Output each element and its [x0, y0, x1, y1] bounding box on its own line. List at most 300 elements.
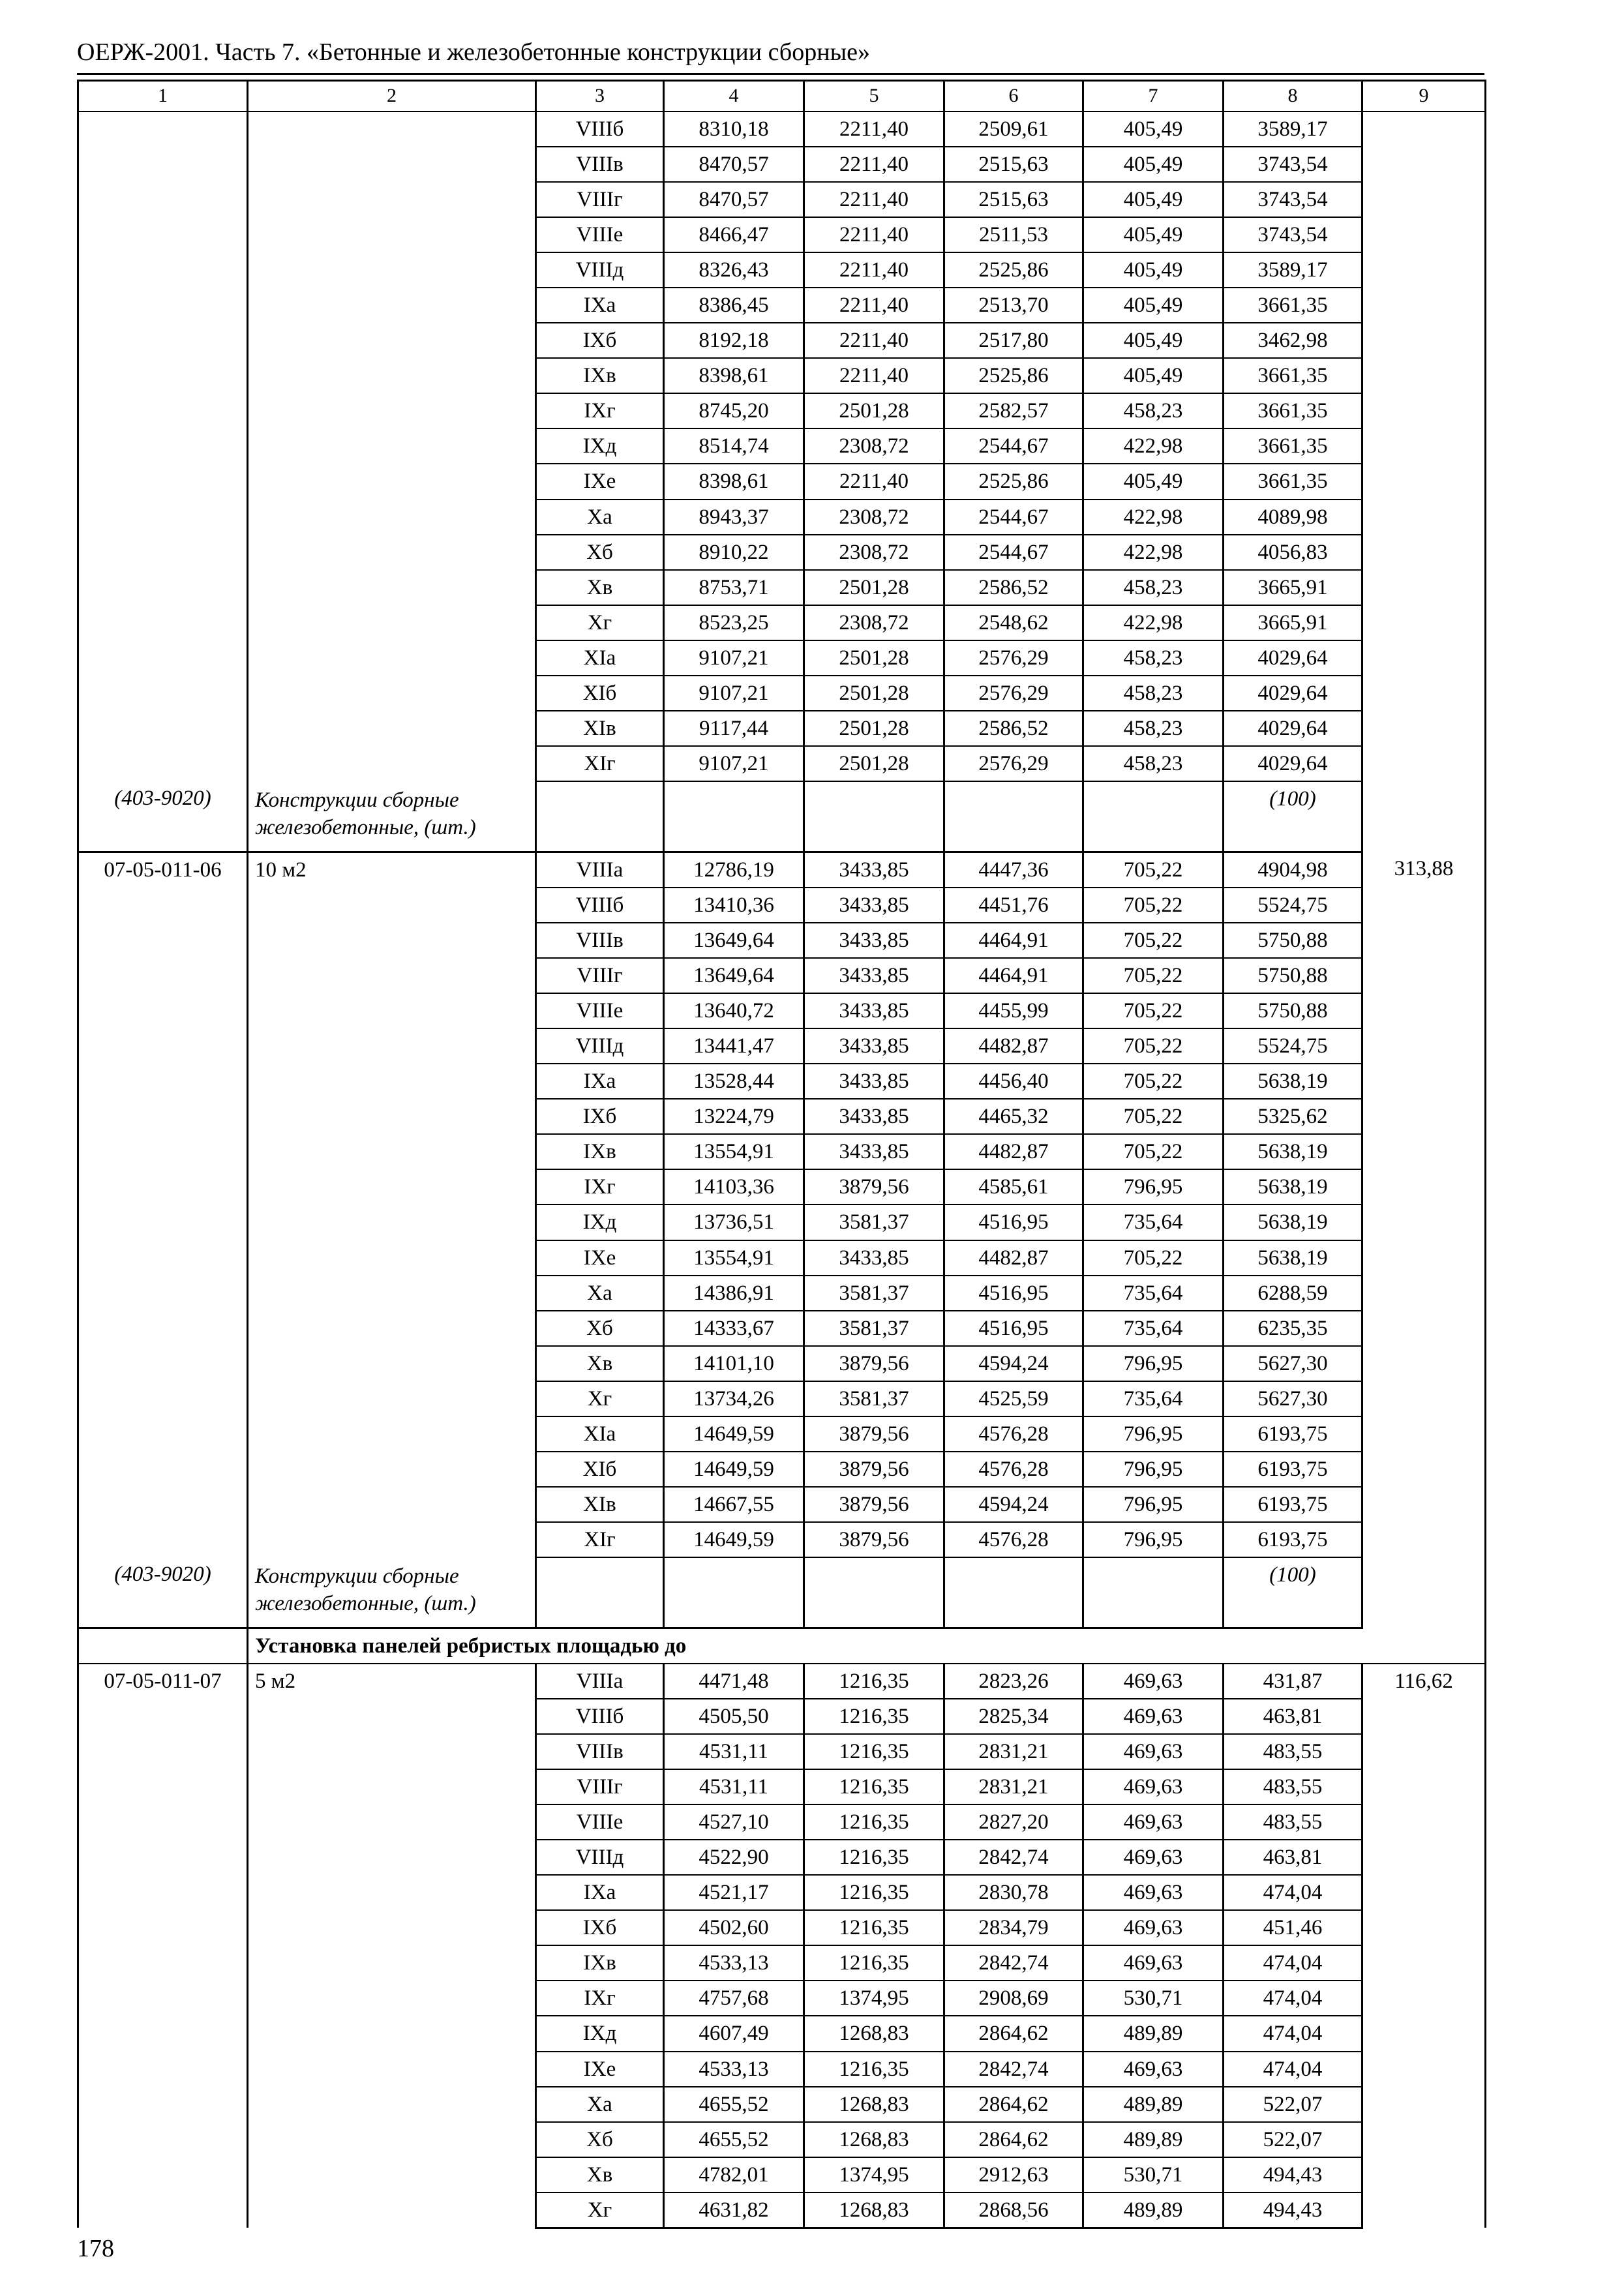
value-cell: 1216,35 — [804, 1910, 944, 1945]
value-cell: 4594,24 — [944, 1346, 1083, 1381]
region-zone-cell: VIIIд — [536, 1028, 664, 1064]
value-cell: 6288,59 — [1224, 1276, 1362, 1311]
value-cell: 14649,59 — [664, 1452, 804, 1487]
value-cell: 4757,68 — [664, 1981, 804, 2016]
material-cost — [1362, 112, 1486, 852]
value-cell: 4516,95 — [944, 1276, 1083, 1311]
region-zone-cell: IXб — [536, 1099, 664, 1134]
region-zone-cell: VIIIв — [536, 923, 664, 958]
empty-cell — [944, 1557, 1083, 1628]
value-cell: 5638,19 — [1224, 1134, 1362, 1169]
value-cell: 2544,67 — [944, 500, 1083, 535]
material-code: (403-9020) — [78, 781, 248, 852]
region-zone-cell: VIIIд — [536, 252, 664, 288]
material-name: Конструкции сборные железобетонные, (шт.) — [248, 1557, 536, 1628]
value-cell: 5627,30 — [1224, 1381, 1362, 1416]
region-zone-cell: IXе — [536, 1240, 664, 1276]
measure-unit: 10 м2 — [248, 852, 536, 1557]
value-cell: 2501,28 — [804, 640, 944, 676]
region-zone-cell: Xа — [536, 1276, 664, 1311]
value-cell: 3879,56 — [804, 1452, 944, 1487]
region-zone-cell: XIа — [536, 640, 664, 676]
value-cell: 422,98 — [1083, 605, 1224, 640]
value-cell: 13640,72 — [664, 993, 804, 1028]
value-cell: 4451,76 — [944, 888, 1083, 923]
value-cell: 796,95 — [1083, 1416, 1224, 1452]
value-cell: 4482,87 — [944, 1240, 1083, 1276]
region-zone-cell: XIб — [536, 676, 664, 711]
value-cell: 530,71 — [1083, 1981, 1224, 2016]
value-cell: 3661,35 — [1224, 428, 1362, 464]
value-cell: 796,95 — [1083, 1452, 1224, 1487]
table-row — [78, 852, 1486, 887]
rate-code: 07-05-011-07 — [78, 1664, 248, 2228]
value-cell: 2501,28 — [804, 711, 944, 746]
empty-cell — [1083, 1557, 1224, 1628]
region-zone-cell: VIIIа — [536, 1664, 664, 1699]
value-cell: 469,63 — [1083, 1804, 1224, 1840]
value-cell: 3433,85 — [804, 1028, 944, 1064]
value-cell: 2513,70 — [944, 288, 1083, 323]
value-cell: 2825,34 — [944, 1699, 1083, 1734]
value-cell: 469,63 — [1083, 1769, 1224, 1804]
value-cell: 3879,56 — [804, 1487, 944, 1522]
region-zone-cell: VIIIв — [536, 1734, 664, 1769]
value-cell: 4056,83 — [1224, 535, 1362, 570]
value-cell: 405,49 — [1083, 147, 1224, 182]
measure-unit: 5 м2 — [248, 1664, 536, 2228]
value-cell: 469,63 — [1083, 1840, 1224, 1875]
value-cell: 483,55 — [1224, 1804, 1362, 1840]
section-title-row — [78, 1628, 1486, 1664]
value-cell: 2582,57 — [944, 393, 1083, 428]
value-cell: 4576,28 — [944, 1522, 1083, 1557]
value-cell: 4465,32 — [944, 1099, 1083, 1134]
value-cell: 3589,17 — [1224, 252, 1362, 288]
value-cell: 705,22 — [1083, 1064, 1224, 1099]
region-zone-cell: Xв — [536, 1346, 664, 1381]
value-cell: 3665,91 — [1224, 605, 1362, 640]
value-cell: 3665,91 — [1224, 570, 1362, 605]
value-cell: 489,89 — [1083, 2122, 1224, 2157]
material-note-row — [78, 1557, 1486, 1628]
value-cell: 458,23 — [1083, 746, 1224, 781]
region-zone-cell: XIа — [536, 1416, 664, 1452]
value-cell: 796,95 — [1083, 1169, 1224, 1204]
value-cell: 469,63 — [1083, 1910, 1224, 1945]
empty-cell — [664, 781, 804, 852]
value-cell: 4782,01 — [664, 2157, 804, 2192]
value-cell: 14667,55 — [664, 1487, 804, 1522]
value-cell: 5750,88 — [1224, 923, 1362, 958]
value-cell: 1216,35 — [804, 1840, 944, 1875]
value-cell: 474,04 — [1224, 1981, 1362, 2016]
value-cell: 458,23 — [1083, 676, 1224, 711]
value-cell: 8470,57 — [664, 182, 804, 217]
region-zone-cell: VIIIб — [536, 112, 664, 147]
value-cell: 2511,53 — [944, 217, 1083, 252]
value-cell: 431,87 — [1224, 1664, 1362, 1699]
value-cell: 489,89 — [1083, 2192, 1224, 2228]
value-cell: 735,64 — [1083, 1204, 1224, 1240]
value-cell: 3743,54 — [1224, 217, 1362, 252]
value-cell: 4029,64 — [1224, 746, 1362, 781]
value-cell: 4576,28 — [944, 1416, 1083, 1452]
value-cell: 13649,64 — [664, 923, 804, 958]
region-zone-cell: XIв — [536, 1487, 664, 1522]
value-cell: 2517,80 — [944, 323, 1083, 358]
value-cell: 405,49 — [1083, 358, 1224, 393]
region-zone-cell: VIIIе — [536, 217, 664, 252]
value-cell: 463,81 — [1224, 1840, 1362, 1875]
value-cell: 1268,83 — [804, 2192, 944, 2228]
table-row — [78, 1664, 1486, 1699]
value-cell: 2211,40 — [804, 252, 944, 288]
value-cell: 2211,40 — [804, 323, 944, 358]
value-cell: 8192,18 — [664, 323, 804, 358]
region-zone-cell: XIв — [536, 711, 664, 746]
value-cell: 3879,56 — [804, 1346, 944, 1381]
value-cell: 6193,75 — [1224, 1452, 1362, 1487]
value-cell: 458,23 — [1083, 393, 1224, 428]
value-cell: 8326,43 — [664, 252, 804, 288]
value-cell: 735,64 — [1083, 1276, 1224, 1311]
value-cell: 458,23 — [1083, 640, 1224, 676]
value-cell: 3879,56 — [804, 1416, 944, 1452]
value-cell: 13649,64 — [664, 958, 804, 993]
value-cell: 2823,26 — [944, 1664, 1083, 1699]
rates-table — [77, 80, 1486, 2229]
value-cell: 3433,85 — [804, 1099, 944, 1134]
value-cell: 1268,83 — [804, 2122, 944, 2157]
region-zone-cell: IXб — [536, 1910, 664, 1945]
column-number-header: 1 — [78, 81, 248, 112]
value-cell: 4505,50 — [664, 1699, 804, 1734]
column-number-header: 6 — [944, 81, 1083, 112]
value-cell: 1216,35 — [804, 1734, 944, 1769]
value-cell: 5750,88 — [1224, 958, 1362, 993]
value-cell: 2827,20 — [944, 1804, 1083, 1840]
value-cell: 9117,44 — [664, 711, 804, 746]
region-zone-cell: IXа — [536, 1875, 664, 1910]
value-cell: 4516,95 — [944, 1311, 1083, 1346]
region-zone-cell: IXа — [536, 1064, 664, 1099]
value-cell: 4655,52 — [664, 2122, 804, 2157]
material-code: (403-9020) — [78, 1557, 248, 1628]
value-cell: 1216,35 — [804, 1664, 944, 1699]
region-zone-cell: IXе — [536, 464, 664, 499]
value-cell: 405,49 — [1083, 323, 1224, 358]
value-cell: 422,98 — [1083, 500, 1224, 535]
value-cell: 796,95 — [1083, 1522, 1224, 1557]
column-number-row — [78, 81, 1486, 112]
value-cell: 3581,37 — [804, 1204, 944, 1240]
empty-cell — [944, 781, 1083, 852]
value-cell: 705,22 — [1083, 923, 1224, 958]
value-cell: 5524,75 — [1224, 1028, 1362, 1064]
value-cell: 735,64 — [1083, 1381, 1224, 1416]
value-cell: 6193,75 — [1224, 1416, 1362, 1452]
region-zone-cell: Xв — [536, 2157, 664, 2192]
value-cell: 3433,85 — [804, 923, 944, 958]
value-cell: 2576,29 — [944, 676, 1083, 711]
value-cell: 4576,28 — [944, 1452, 1083, 1487]
region-zone-cell: VIIIе — [536, 1804, 664, 1840]
value-cell: 12786,19 — [664, 852, 804, 887]
value-cell: 469,63 — [1083, 1945, 1224, 1981]
value-cell: 422,98 — [1083, 535, 1224, 570]
value-cell: 3581,37 — [804, 1381, 944, 1416]
value-cell: 4471,48 — [664, 1664, 804, 1699]
value-cell: 13554,91 — [664, 1134, 804, 1169]
value-cell: 4607,49 — [664, 2016, 804, 2051]
value-cell: 705,22 — [1083, 852, 1224, 887]
value-cell: 1374,95 — [804, 2157, 944, 2192]
value-cell: 451,46 — [1224, 1910, 1362, 1945]
column-number-header: 3 — [536, 81, 664, 112]
value-cell: 8514,74 — [664, 428, 804, 464]
value-cell: 2864,62 — [944, 2016, 1083, 2051]
value-cell: 2544,67 — [944, 535, 1083, 570]
value-cell: 9107,21 — [664, 640, 804, 676]
region-zone-cell: Xв — [536, 570, 664, 605]
region-zone-cell: VIIIе — [536, 993, 664, 1028]
value-cell: 13441,47 — [664, 1028, 804, 1064]
rate-code — [78, 112, 248, 782]
value-cell: 494,43 — [1224, 2192, 1362, 2228]
region-zone-cell: IXг — [536, 1981, 664, 2016]
value-cell: 2831,21 — [944, 1734, 1083, 1769]
value-cell: 4533,13 — [664, 1945, 804, 1981]
value-cell: 489,89 — [1083, 2087, 1224, 2122]
empty-cell — [536, 781, 664, 852]
value-cell: 3433,85 — [804, 888, 944, 923]
value-cell: 3433,85 — [804, 993, 944, 1028]
table-row — [78, 112, 1486, 147]
material-name: Конструкции сборные железобетонные, (шт.) — [248, 781, 536, 852]
header-rule — [77, 73, 1484, 75]
value-cell: 9107,21 — [664, 676, 804, 711]
value-cell: 2908,69 — [944, 1981, 1083, 2016]
value-cell: 5638,19 — [1224, 1064, 1362, 1099]
region-zone-cell: Xг — [536, 605, 664, 640]
region-zone-cell: IXв — [536, 358, 664, 393]
value-cell: 2834,79 — [944, 1910, 1083, 1945]
value-cell: 2501,28 — [804, 570, 944, 605]
value-cell: 9107,21 — [664, 746, 804, 781]
value-cell: 13224,79 — [664, 1099, 804, 1134]
region-zone-cell: Xб — [536, 535, 664, 570]
value-cell: 4531,11 — [664, 1734, 804, 1769]
region-zone-cell: Xг — [536, 1381, 664, 1416]
document-header-title: ОЕРЖ-2001. Часть 7. «Бетонные и железобетонные конструкции сборные» — [77, 38, 870, 66]
region-zone-cell: IXа — [536, 288, 664, 323]
value-cell: 4516,95 — [944, 1204, 1083, 1240]
value-cell: 2868,56 — [944, 2192, 1083, 2228]
value-cell: 3661,35 — [1224, 358, 1362, 393]
value-cell: 2831,21 — [944, 1769, 1083, 1804]
value-cell: 2525,86 — [944, 358, 1083, 393]
page-number: 178 — [77, 2235, 114, 2262]
empty-cell — [1083, 781, 1224, 852]
value-cell: 405,49 — [1083, 112, 1224, 147]
value-cell: 2544,67 — [944, 428, 1083, 464]
value-cell: 4482,87 — [944, 1134, 1083, 1169]
value-cell: 8943,37 — [664, 500, 804, 535]
value-cell: 2864,62 — [944, 2087, 1083, 2122]
value-cell: 3661,35 — [1224, 393, 1362, 428]
value-cell: 483,55 — [1224, 1734, 1362, 1769]
region-zone-cell: VIIIб — [536, 888, 664, 923]
value-cell: 469,63 — [1083, 1734, 1224, 1769]
region-zone-cell: IXб — [536, 323, 664, 358]
empty-cell — [804, 1557, 944, 1628]
value-cell: 5524,75 — [1224, 888, 1362, 923]
value-cell: 1216,35 — [804, 1945, 944, 1981]
value-cell: 705,22 — [1083, 1240, 1224, 1276]
value-cell: 4521,17 — [664, 1875, 804, 1910]
value-cell: 3581,37 — [804, 1311, 944, 1346]
value-cell: 14333,67 — [664, 1311, 804, 1346]
value-cell: 1216,35 — [804, 1699, 944, 1734]
value-cell: 4089,98 — [1224, 500, 1362, 535]
value-cell: 3743,54 — [1224, 147, 1362, 182]
value-cell: 458,23 — [1083, 711, 1224, 746]
value-cell: 8753,71 — [664, 570, 804, 605]
empty-cell — [664, 1557, 804, 1628]
value-cell: 3433,85 — [804, 852, 944, 887]
value-cell: 5627,30 — [1224, 1346, 1362, 1381]
region-zone-cell: XIг — [536, 746, 664, 781]
value-cell: 463,81 — [1224, 1699, 1362, 1734]
value-cell: 3433,85 — [804, 1240, 944, 1276]
empty-cell — [536, 1557, 664, 1628]
value-cell: 2308,72 — [804, 500, 944, 535]
value-cell: 3879,56 — [804, 1169, 944, 1204]
value-cell: 13736,51 — [664, 1204, 804, 1240]
value-cell: 474,04 — [1224, 2016, 1362, 2051]
value-cell: 3661,35 — [1224, 464, 1362, 499]
value-cell: 405,49 — [1083, 182, 1224, 217]
value-cell: 2509,61 — [944, 112, 1083, 147]
value-cell: 474,04 — [1224, 1875, 1362, 1910]
material-quantity: (100) — [1224, 1557, 1362, 1628]
region-zone-cell: Xа — [536, 500, 664, 535]
region-zone-cell: Xб — [536, 2122, 664, 2157]
value-cell: 2864,62 — [944, 2122, 1083, 2157]
material-note-row — [78, 781, 1486, 852]
value-cell: 14649,59 — [664, 1416, 804, 1452]
value-cell: 14386,91 — [664, 1276, 804, 1311]
value-cell: 2842,74 — [944, 1840, 1083, 1875]
region-zone-cell: IXг — [536, 393, 664, 428]
value-cell: 4029,64 — [1224, 640, 1362, 676]
value-cell: 4482,87 — [944, 1028, 1083, 1064]
value-cell: 3433,85 — [804, 1064, 944, 1099]
value-cell: 2501,28 — [804, 393, 944, 428]
value-cell: 3433,85 — [804, 958, 944, 993]
value-cell: 705,22 — [1083, 993, 1224, 1028]
value-cell: 14101,10 — [664, 1346, 804, 1381]
value-cell: 8466,47 — [664, 217, 804, 252]
region-zone-cell: VIIIб — [536, 1699, 664, 1734]
value-cell: 2830,78 — [944, 1875, 1083, 1910]
value-cell: 3661,35 — [1224, 288, 1362, 323]
value-cell: 1216,35 — [804, 1875, 944, 1910]
value-cell: 405,49 — [1083, 464, 1224, 499]
region-zone-cell: VIIIа — [536, 852, 664, 887]
value-cell: 5325,62 — [1224, 1099, 1362, 1134]
value-cell: 4502,60 — [664, 1910, 804, 1945]
value-cell: 3462,98 — [1224, 323, 1362, 358]
region-zone-cell: VIIIд — [536, 1840, 664, 1875]
value-cell: 1268,83 — [804, 2087, 944, 2122]
material-cost: 313,88 — [1362, 852, 1486, 1628]
value-cell: 2842,74 — [944, 1945, 1083, 1981]
value-cell: 489,89 — [1083, 2016, 1224, 2051]
value-cell: 1374,95 — [804, 1981, 944, 2016]
value-cell: 13554,91 — [664, 1240, 804, 1276]
value-cell: 3589,17 — [1224, 112, 1362, 147]
material-cost: 116,62 — [1362, 1664, 1486, 2228]
value-cell: 474,04 — [1224, 2052, 1362, 2087]
value-cell: 5638,19 — [1224, 1240, 1362, 1276]
value-cell: 705,22 — [1083, 1134, 1224, 1169]
region-zone-cell: IXг — [536, 1169, 664, 1204]
region-zone-cell: Xб — [536, 1311, 664, 1346]
value-cell: 4455,99 — [944, 993, 1083, 1028]
region-zone-cell: IXв — [536, 1945, 664, 1981]
region-zone-cell: IXе — [536, 2052, 664, 2087]
value-cell: 2501,28 — [804, 676, 944, 711]
value-cell: 4585,61 — [944, 1169, 1083, 1204]
value-cell: 4525,59 — [944, 1381, 1083, 1416]
value-cell: 4447,36 — [944, 852, 1083, 887]
value-cell: 2308,72 — [804, 535, 944, 570]
region-zone-cell: IXд — [536, 2016, 664, 2051]
region-zone-cell: VIIIг — [536, 182, 664, 217]
value-cell: 4456,40 — [944, 1064, 1083, 1099]
value-cell: 14649,59 — [664, 1522, 804, 1557]
value-cell: 13734,26 — [664, 1381, 804, 1416]
value-cell: 2548,62 — [944, 605, 1083, 640]
value-cell: 705,22 — [1083, 958, 1224, 993]
value-cell: 2308,72 — [804, 605, 944, 640]
value-cell: 3879,56 — [804, 1522, 944, 1557]
value-cell: 469,63 — [1083, 1875, 1224, 1910]
value-cell: 4464,91 — [944, 923, 1083, 958]
value-cell: 530,71 — [1083, 2157, 1224, 2192]
value-cell: 1216,35 — [804, 2052, 944, 2087]
value-cell: 2586,52 — [944, 570, 1083, 605]
column-number-header: 8 — [1224, 81, 1362, 112]
value-cell: 1216,35 — [804, 1769, 944, 1804]
value-cell: 4531,11 — [664, 1769, 804, 1804]
value-cell: 8386,45 — [664, 288, 804, 323]
region-zone-cell: VIIIг — [536, 958, 664, 993]
value-cell: 2576,29 — [944, 746, 1083, 781]
region-zone-cell: Xа — [536, 2087, 664, 2122]
value-cell: 705,22 — [1083, 888, 1224, 923]
value-cell: 2576,29 — [944, 640, 1083, 676]
value-cell: 4631,82 — [664, 2192, 804, 2228]
value-cell: 705,22 — [1083, 1028, 1224, 1064]
value-cell: 13410,36 — [664, 888, 804, 923]
value-cell: 2501,28 — [804, 746, 944, 781]
value-cell: 5750,88 — [1224, 993, 1362, 1028]
value-cell: 8745,20 — [664, 393, 804, 428]
value-cell: 4029,64 — [1224, 711, 1362, 746]
